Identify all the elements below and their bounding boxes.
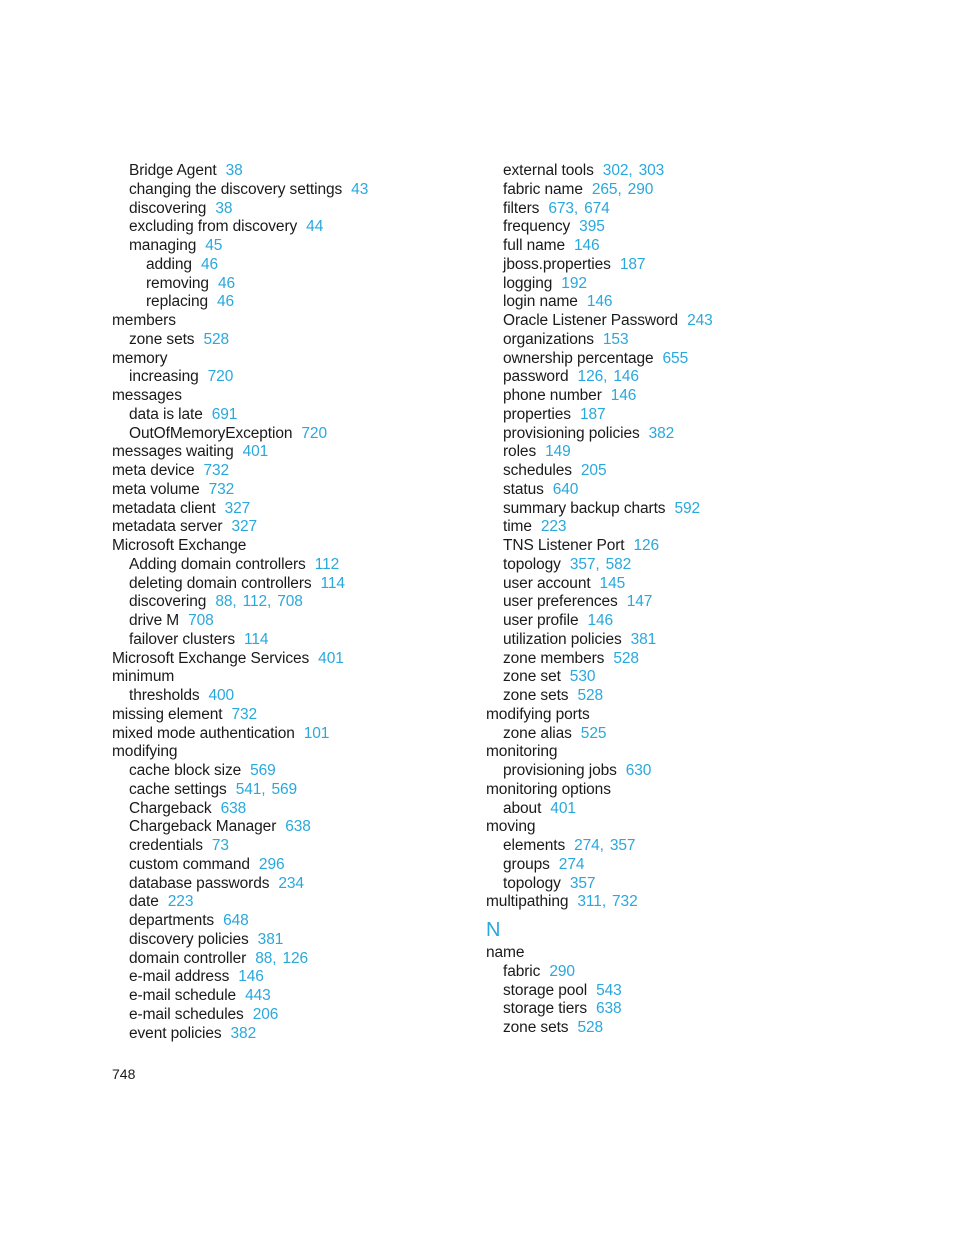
page-link[interactable]: 327	[231, 518, 258, 536]
page-link[interactable]: 582	[605, 555, 632, 573]
index-entry	[112, 387, 492, 406]
index-entry	[112, 518, 492, 537]
page-link[interactable]: 732	[612, 893, 638, 911]
index-entry	[112, 500, 492, 519]
index-term: provisioning policies	[503, 424, 640, 442]
index-term: modifying	[112, 743, 178, 761]
index-term: replacing	[146, 293, 209, 311]
page-link[interactable]: 708	[277, 593, 303, 611]
page-link[interactable]: 192	[561, 274, 587, 292]
index-entry	[112, 218, 492, 237]
index-entry	[486, 350, 866, 369]
index-entry	[112, 1025, 492, 1044]
index-term: provisioning jobs	[503, 762, 617, 779]
index-term: discovery policies	[129, 930, 249, 948]
index-term: memory	[112, 349, 168, 367]
index-entry	[112, 368, 492, 387]
page-link[interactable]: 673	[548, 199, 574, 217]
page-separator: ,	[261, 780, 266, 798]
page-link[interactable]: 395	[579, 218, 605, 236]
page-link[interactable]: 357	[609, 837, 636, 854]
index-term: metadata client	[112, 499, 216, 517]
index-entry	[112, 856, 492, 875]
index-entry	[486, 537, 866, 556]
index-entry	[486, 200, 866, 219]
index-term: managing	[129, 237, 197, 254]
index-entry	[112, 425, 492, 444]
index-term: organizations	[503, 330, 594, 348]
index-entry	[486, 425, 866, 444]
page-link[interactable]: 46	[200, 255, 218, 273]
page-link[interactable]: 592	[674, 499, 700, 517]
index-term: monitoring	[486, 743, 558, 761]
page-link[interactable]: 114	[320, 574, 345, 592]
index-entry	[486, 1019, 866, 1038]
index-entry	[112, 312, 492, 331]
page-link[interactable]: 114	[243, 630, 269, 648]
page-link[interactable]: 126	[633, 537, 660, 554]
index-term: adding	[146, 255, 192, 273]
page-link[interactable]: 112	[242, 593, 267, 611]
index-term: zone sets	[503, 687, 569, 704]
index-entry	[112, 293, 492, 312]
index-term: frequency	[503, 218, 571, 236]
page-link[interactable]: 382	[230, 1024, 257, 1042]
page-link[interactable]: 46	[217, 274, 235, 292]
index-term: status	[503, 480, 544, 498]
index-entry	[112, 256, 492, 275]
index-entry	[486, 650, 866, 669]
index-term: storage pool	[503, 981, 588, 999]
index-entry	[486, 800, 866, 819]
page-link[interactable]: 146	[238, 968, 264, 986]
index-entry	[112, 687, 492, 706]
page-link[interactable]: 73	[211, 837, 229, 854]
index-term: filters	[503, 199, 540, 217]
index-term: user profile	[503, 612, 579, 629]
index-term: Microsoft Exchange Services	[112, 649, 310, 667]
page-link[interactable]: 187	[579, 405, 606, 423]
index-term: Chargeback Manager	[129, 818, 277, 836]
page-link[interactable]: 290	[549, 962, 575, 980]
page-link[interactable]: 274	[574, 837, 600, 854]
index-term: zone members	[503, 649, 605, 667]
index-term: full name	[503, 237, 565, 254]
index-entry	[486, 518, 866, 537]
index-entry	[112, 481, 492, 500]
index-entry	[486, 406, 866, 425]
page-link[interactable]: 311	[577, 893, 602, 911]
page-link[interactable]: 401	[550, 799, 576, 817]
index-term: e-mail address	[129, 968, 230, 986]
index-entry	[112, 350, 492, 369]
index-entry	[486, 500, 866, 519]
index-term: topology	[503, 874, 561, 892]
page-link[interactable]: 126	[577, 368, 604, 386]
index-term: changing the discovery settings	[129, 180, 343, 198]
page-link[interactable]: 296	[258, 855, 285, 873]
index-entry	[112, 556, 492, 575]
index-term: zone sets	[503, 1019, 569, 1036]
page-link[interactable]: 401	[242, 443, 269, 461]
page-link[interactable]: 541	[235, 780, 262, 798]
index-entry	[486, 762, 866, 781]
index-entry	[486, 837, 866, 856]
index-entry	[486, 893, 866, 912]
index-term: moving	[486, 818, 536, 836]
page-link[interactable]: 206	[252, 1005, 279, 1023]
index-term: topology	[503, 555, 561, 573]
index-term: custom command	[129, 855, 250, 873]
index-term: jboss.properties	[503, 255, 611, 273]
index-term: cache settings	[129, 780, 227, 798]
page-link[interactable]: 720	[207, 368, 234, 386]
index-entry	[112, 837, 492, 856]
page-link[interactable]: 401	[318, 649, 344, 667]
index-term: phone number	[503, 387, 602, 404]
index-term: members	[112, 312, 176, 329]
index-entry	[486, 368, 866, 387]
index-entry	[486, 443, 866, 462]
page-separator: ,	[617, 180, 622, 198]
index-entry	[112, 275, 492, 294]
index-term: missing element	[112, 705, 223, 723]
index-entry	[112, 443, 492, 462]
page-link[interactable]: 126	[282, 949, 309, 967]
index-entry	[112, 668, 492, 687]
page-link[interactable]: 400	[208, 687, 235, 704]
page-link[interactable]: 146	[610, 387, 637, 404]
page-link[interactable]: 265	[591, 180, 618, 198]
index-entry	[112, 743, 492, 762]
page-link[interactable]: 732	[203, 462, 230, 479]
page-link[interactable]: 88	[215, 593, 233, 611]
page-link[interactable]: 357	[569, 874, 596, 892]
index-term: zone set	[503, 668, 561, 686]
index-term: metadata server	[112, 518, 223, 536]
page-link[interactable]: 145	[599, 574, 626, 592]
index-term: time	[503, 518, 532, 536]
page-separator: ,	[267, 593, 272, 611]
index-term: Microsoft Exchange	[112, 537, 247, 554]
page-separator: ,	[601, 893, 607, 911]
index-term: monitoring options	[486, 780, 611, 798]
page-link[interactable]: 648	[223, 912, 249, 929]
index-term: excluding from discovery	[129, 218, 298, 236]
page-link[interactable]: 640	[552, 480, 579, 498]
page-link[interactable]: 38	[215, 199, 233, 217]
page-link[interactable]: 528	[577, 1019, 604, 1036]
page-link[interactable]: 38	[225, 162, 243, 179]
page-link[interactable]: 691	[211, 405, 238, 423]
index-term: meta volume	[112, 480, 200, 498]
index-entry	[112, 181, 492, 200]
index-term: utilization policies	[503, 630, 622, 648]
index-entry	[112, 650, 492, 669]
index-entry	[486, 162, 866, 181]
index-entry	[486, 556, 866, 575]
page-link[interactable]: 381	[257, 930, 284, 948]
page-link[interactable]: 357	[569, 555, 596, 573]
index-term: logging	[503, 274, 553, 292]
page-link[interactable]: 290	[627, 180, 654, 198]
index-entry	[486, 781, 866, 800]
index-entry	[486, 668, 866, 687]
page-link[interactable]: 223	[167, 893, 194, 911]
index-term: data is late	[129, 405, 203, 423]
index-entry	[112, 575, 492, 594]
index-term: Bridge Agent	[129, 162, 217, 179]
index-entry	[112, 612, 492, 631]
index-entry	[486, 575, 866, 594]
index-term: departments	[129, 912, 215, 929]
index-term: elements	[503, 837, 566, 854]
index-term: domain controller	[129, 949, 247, 967]
index-entry	[112, 818, 492, 837]
index-entry	[112, 537, 492, 556]
page-link[interactable]: 146	[574, 237, 600, 254]
index-term: increasing	[129, 368, 199, 386]
page-link[interactable]: 327	[224, 499, 251, 517]
page-link[interactable]: 530	[569, 668, 596, 686]
index-term: OutOfMemoryException	[129, 424, 293, 442]
page-link[interactable]: 112	[314, 555, 340, 573]
index-term: groups	[503, 855, 550, 873]
page-number: 748	[112, 1066, 136, 1082]
index-term: TNS Listener Port	[503, 537, 625, 554]
index-column-left	[112, 162, 492, 1043]
page-separator: ,	[232, 593, 237, 611]
page-link[interactable]: 88	[255, 949, 273, 967]
page-link[interactable]: 720	[301, 424, 327, 442]
index-term: zone alias	[503, 724, 572, 742]
page-link[interactable]: 638	[285, 818, 311, 836]
page-link[interactable]: 147	[626, 593, 653, 611]
index-term: mixed mode authentication	[112, 724, 295, 742]
index-term: event policies	[129, 1024, 222, 1042]
page-link[interactable]: 382	[648, 424, 675, 442]
page-link[interactable]: 528	[613, 649, 639, 667]
page-link[interactable]: 223	[540, 518, 567, 536]
index-entry	[112, 406, 492, 425]
index-term: user preferences	[503, 593, 618, 611]
index-entry	[486, 982, 866, 1001]
index-entry	[112, 762, 492, 781]
page-link[interactable]: 274	[558, 855, 585, 873]
index-term: schedules	[503, 462, 572, 479]
index-term: credentials	[129, 837, 203, 854]
index-entry	[486, 462, 866, 481]
page-link[interactable]: 674	[584, 199, 610, 217]
index-entry	[112, 987, 492, 1006]
index-term: minimum	[112, 668, 175, 686]
page-link[interactable]: 569	[271, 780, 298, 798]
index-term: Chargeback	[129, 799, 212, 817]
index-entry	[112, 162, 492, 181]
index-entry	[486, 181, 866, 200]
page-separator: ,	[595, 555, 600, 573]
index-term: messages	[112, 387, 182, 404]
index-entry	[486, 944, 866, 963]
index-entry	[112, 950, 492, 969]
index-term: meta device	[112, 462, 195, 479]
page-link[interactable]: 525	[580, 724, 607, 742]
page-link[interactable]: 303	[638, 162, 665, 179]
page-link[interactable]: 443	[245, 987, 271, 1004]
index-term: zone sets	[129, 330, 195, 348]
index-entry	[112, 912, 492, 931]
page-link[interactable]: 46	[217, 293, 235, 311]
page-link[interactable]: 153	[602, 330, 629, 348]
page-link[interactable]: 630	[625, 762, 652, 779]
index-term: e-mail schedules	[129, 1005, 244, 1023]
index-term: password	[503, 368, 569, 386]
index-term: properties	[503, 405, 571, 423]
page-link[interactable]: 638	[596, 1000, 622, 1018]
index-entry	[486, 818, 866, 837]
page-link[interactable]: 149	[545, 443, 571, 461]
index-entry	[112, 631, 492, 650]
index-entry	[486, 275, 866, 294]
index-entry	[486, 312, 866, 331]
page-link[interactable]: 569	[250, 762, 276, 779]
index-entry	[486, 743, 866, 762]
index-entry	[112, 968, 492, 987]
page-link[interactable]: 146	[586, 293, 613, 311]
page-separator: ,	[573, 199, 579, 217]
index-entry	[486, 706, 866, 725]
index-entry	[486, 612, 866, 631]
page-separator: ,	[272, 949, 277, 967]
index-term: user account	[503, 574, 591, 592]
section-letter-heading: N	[486, 919, 501, 941]
index-term: roles	[503, 443, 537, 461]
index-term: Oracle Listener Password	[503, 312, 679, 329]
page-link[interactable]: 243	[687, 312, 713, 329]
index-entry	[112, 331, 492, 350]
page-link[interactable]: 43	[351, 180, 369, 198]
page-link[interactable]: 708	[188, 612, 214, 629]
index-entry	[486, 387, 866, 406]
index-term: login name	[503, 293, 578, 311]
index-entry	[486, 875, 866, 894]
index-entry	[112, 781, 492, 800]
page-link[interactable]: 528	[577, 687, 604, 704]
index-term: external tools	[503, 162, 594, 179]
index-entry	[486, 481, 866, 500]
index-term: summary backup charts	[503, 499, 666, 517]
page-link[interactable]: 302	[602, 162, 629, 179]
index-term: name	[486, 944, 525, 961]
index-term: fabric name	[503, 180, 583, 198]
index-entry	[112, 237, 492, 256]
index-entry	[112, 931, 492, 950]
index-entry	[112, 1006, 492, 1025]
index-term: failover clusters	[129, 630, 235, 648]
page-link[interactable]: 234	[278, 874, 304, 892]
index-entry	[486, 856, 866, 875]
index-term: about	[503, 799, 542, 817]
index-entry	[486, 593, 866, 612]
index-column-right	[486, 162, 866, 1038]
index-term: cache block size	[129, 762, 242, 779]
page-link[interactable]: 381	[630, 630, 657, 648]
index-entry	[486, 237, 866, 256]
index-term: ownership percentage	[503, 349, 654, 367]
index-entry	[112, 875, 492, 894]
index-term: discovering	[129, 199, 207, 217]
page-link[interactable]: 732	[231, 705, 258, 723]
index-term: messages waiting	[112, 443, 234, 461]
page-link[interactable]: 655	[662, 349, 689, 367]
page-separator: ,	[599, 837, 604, 854]
index-entry	[486, 1000, 866, 1019]
index-term: drive M	[129, 612, 180, 629]
index-entry	[486, 631, 866, 650]
page-link[interactable]: 101	[303, 724, 330, 742]
index-term: modifying ports	[486, 705, 590, 723]
index-term: date	[129, 893, 159, 911]
page-link[interactable]: 205	[580, 462, 607, 479]
index-entry	[112, 200, 492, 219]
page-link[interactable]: 146	[613, 368, 639, 386]
index-entry	[486, 331, 866, 350]
index-entry	[112, 593, 492, 612]
index-term: thresholds	[129, 687, 200, 704]
page-link[interactable]: 146	[587, 612, 614, 629]
page-link[interactable]: 528	[203, 330, 230, 348]
index-term: discovering	[129, 593, 207, 611]
page-link[interactable]: 543	[596, 981, 622, 999]
index-term: Adding domain controllers	[129, 555, 306, 573]
index-term: deleting domain controllers	[129, 574, 312, 592]
index-entry	[112, 725, 492, 744]
index-entry	[486, 256, 866, 275]
page-link[interactable]: 44	[306, 218, 324, 236]
index-term: removing	[146, 274, 209, 292]
page-link[interactable]: 187	[619, 255, 646, 273]
index-entry	[486, 963, 866, 982]
page-link[interactable]: 45	[205, 237, 223, 254]
index-entry	[112, 893, 492, 912]
index-entry	[486, 293, 866, 312]
page-link[interactable]: 732	[208, 480, 235, 498]
index-entry	[486, 725, 866, 744]
index-entry	[112, 706, 492, 725]
index-entry	[486, 687, 866, 706]
index-term: e-mail schedule	[129, 987, 237, 1004]
index-entry	[112, 800, 492, 819]
index-term: database passwords	[129, 874, 270, 892]
index-term: storage tiers	[503, 1000, 587, 1018]
index-entry	[486, 218, 866, 237]
page-separator: ,	[628, 162, 633, 179]
page-link[interactable]: 638	[220, 799, 247, 817]
index-term: fabric	[503, 962, 541, 980]
page-separator: ,	[603, 368, 608, 386]
index-term: multipathing	[486, 893, 569, 911]
index-entry	[112, 462, 492, 481]
